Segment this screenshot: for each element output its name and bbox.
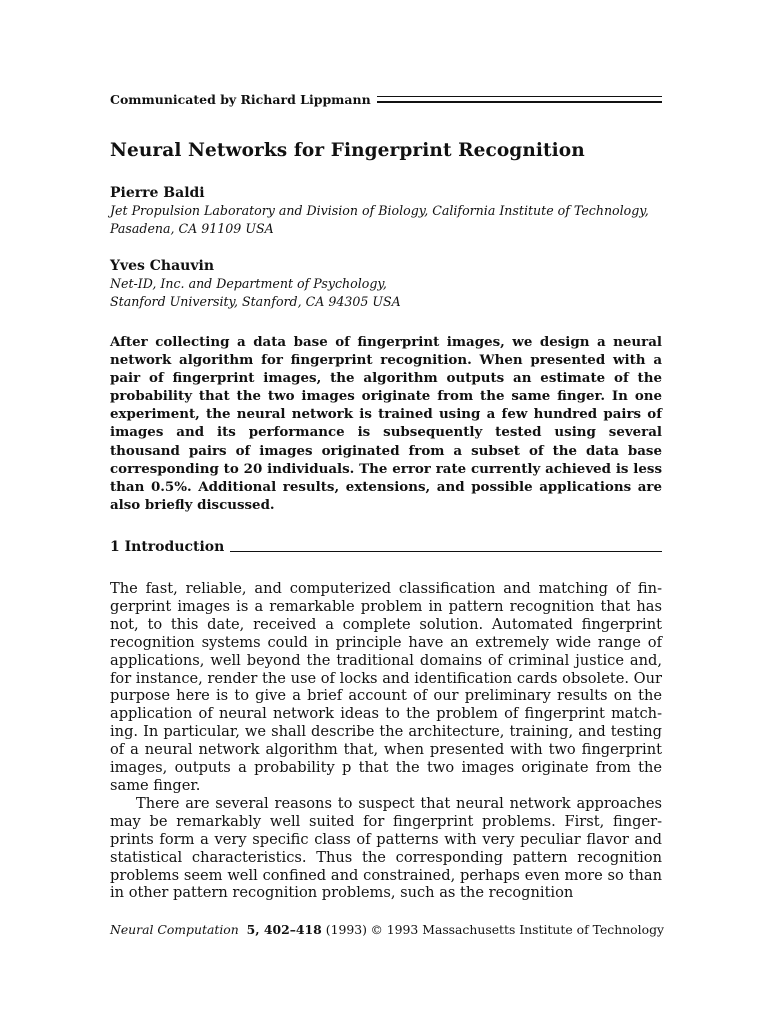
- paper-title: Neural Networks for Fingerprint Recognition: [110, 140, 585, 161]
- page-footer: [110, 922, 664, 937]
- author-affiliation-line-1: Net-ID, Inc. and Department of Psychology,: [110, 276, 387, 291]
- section-body: [110, 580, 662, 902]
- author-block-2: [110, 257, 670, 311]
- author-name: Yves Chauvin: [110, 258, 214, 274]
- communicated-by-line: [110, 92, 662, 107]
- section-heading: [110, 539, 662, 555]
- abstract: After collecting a data base of fingerprint images, we design a neural network algorithm for fingerprint recognition. When presented with a pair of fingerprint images, the algorithm outputs an estimate of the probability that the two images originate from the same finger. In one experiment, the neural network is trained using a few hundred pairs of images and its performance is subsequently tested using several thousand pairs of images originated from a subset of the data base corresponding to 20 individuals. The error rate currently achieved is less than 0.5%. Additional results, extensions, and possible applications are also briefly discussed.: [110, 334, 662, 513]
- author-affiliation-line-2: Pasadena, CA 91109 USA: [110, 221, 274, 236]
- author-affiliation-line-1: Jet Propulsion Laboratory and Division of Biology, California Institute of Technology,: [110, 203, 649, 218]
- journal-name: Neural Computation: [110, 922, 239, 937]
- author-name: Pierre Baldi: [110, 185, 205, 201]
- citation: [110, 922, 367, 937]
- publication-year: (1993): [325, 922, 367, 937]
- communicated-by-text: Communicated by Richard Lippmann: [110, 92, 371, 107]
- header-rule: [377, 96, 662, 103]
- copyright-notice: © 1993 Massachusetts Institute of Technology: [370, 922, 664, 937]
- volume-pages: 5, 402–418: [246, 922, 322, 937]
- author-affiliation-line-2: Stanford University, Stanford, CA 94305 USA: [110, 294, 401, 309]
- author-block-1: [110, 184, 670, 238]
- paragraph: There are several reasons to suspect that neural network approaches may be remarkably well suited for fingerprint problems. First, fingerprints form a very specific class of patterns with very peculiar flavor and statistical characteristics. Thus the corresponding pattern recognition problems seem well confined and constrained, perhaps even more so than in other pattern recognition problems, such as the recognition: [110, 794, 662, 902]
- section-title: 1 Introduction: [110, 539, 225, 555]
- paragraph: The fast, reliable, and computerized classification and matching of fingerprint images is a remarkable problem in pattern recognition that has not, to this date, received a complete solution. Automated fingerprint recognition systems could in principle have an extremely wide range of applications, well beyond the traditional domains of criminal justice and, for instance, render the use of locks and identification cards obsolete. Our purpose here is to give a brief account of our preliminary results on the application of neural network ideas to the problem of fingerprint matching. In particular, we shall describe the architecture, training, and testing of a neural network algorithm that, when presented with two fingerprint images, outputs a probability p that the two images originate from the same finger.: [110, 580, 662, 794]
- section-rule: [230, 551, 662, 552]
